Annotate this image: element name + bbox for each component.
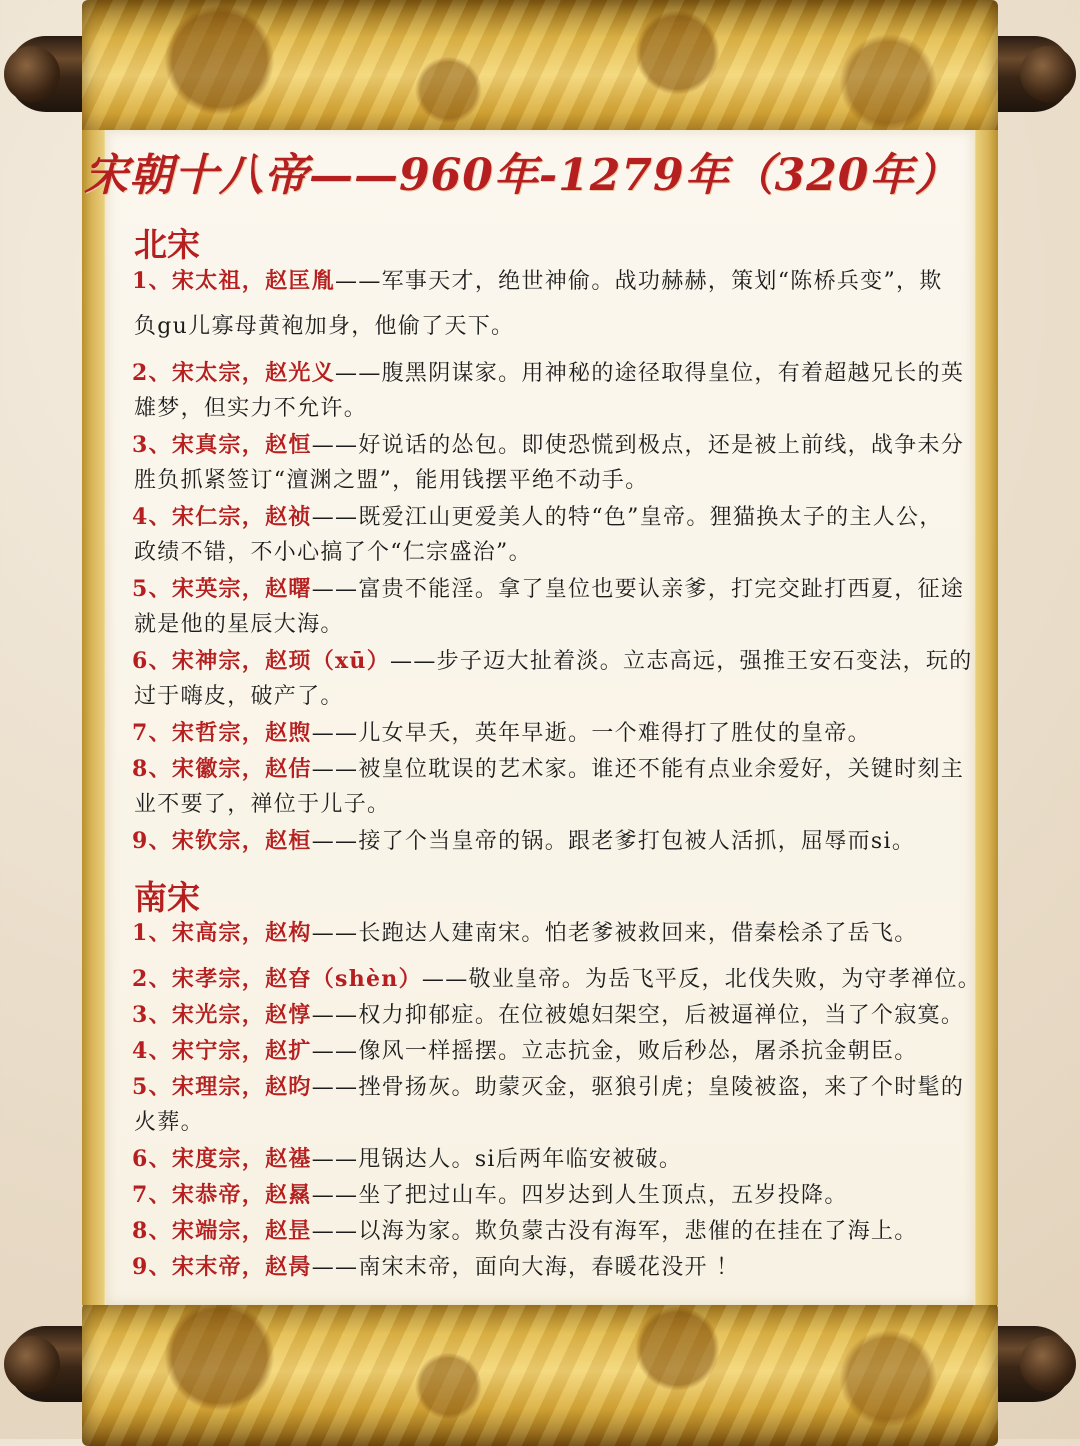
emperor-desc: ——接了个当皇帝的锅。跟老爹打包被人活抓，屈辱而si。 bbox=[311, 829, 916, 854]
emperor-name: 2、宋孝宗，赵昚（shèn） bbox=[132, 966, 422, 992]
section-heading-south: 南宋 bbox=[134, 878, 200, 917]
list-item bbox=[132, 826, 972, 857]
emperor-desc: ——以海为家。欺负蒙古没有海军，悲催的在挂在了海上。 bbox=[311, 1219, 918, 1244]
emperor-desc: ——长跑达人建南宋。怕老爹被救回来，借秦桧杀了岳飞。 bbox=[311, 921, 918, 946]
emperor-name: 3、宋真宗，赵恒 bbox=[132, 432, 312, 458]
emperor-name: 2、宋太宗，赵光义 bbox=[132, 360, 336, 386]
list-item bbox=[132, 1216, 972, 1247]
list-item bbox=[132, 1036, 972, 1067]
emperor-desc: ——甩锅达人。si后两年临安被破。 bbox=[311, 1147, 683, 1172]
list-item-continuation: 过于嗨皮，破产了。 bbox=[134, 684, 344, 709]
top-scroll-roll bbox=[82, 0, 998, 150]
list-item-continuation: 负gu儿寡母黄袍加身，他偷了天下。 bbox=[134, 314, 515, 339]
emperor-desc: ——腹黑阴谋家。用神秘的途径取得皇位，有着超越兄长的英 bbox=[335, 361, 965, 386]
emperor-name: 1、宋高宗，赵构 bbox=[132, 920, 312, 946]
list-item-continuation: 火葬。 bbox=[134, 1110, 204, 1135]
emperor-name: 1、宋太祖，赵匡胤 bbox=[132, 268, 336, 294]
emperor-desc: ——坐了把过山车。四岁达到人生顶点，五岁投降。 bbox=[311, 1183, 848, 1208]
emperor-desc: ——敬业皇帝。为岳飞平反，北伐失败，为守孝禅位。 bbox=[421, 967, 982, 992]
emperor-name: 3、宋光宗，赵惇 bbox=[132, 1002, 312, 1028]
list-item bbox=[132, 358, 972, 389]
rod-knob-icon bbox=[1020, 1336, 1076, 1392]
emperor-desc: ——好说话的怂包。即使恐慌到极点，还是被上前线，战争未分 bbox=[311, 433, 965, 458]
list-item bbox=[132, 1252, 972, 1283]
list-item-continuation: 业不要了，禅位于儿子。 bbox=[134, 792, 391, 817]
emperor-name: 6、宋度宗，赵禥 bbox=[132, 1146, 312, 1172]
list-item bbox=[132, 574, 972, 605]
emperor-name: 7、宋恭帝，赵㬎 bbox=[132, 1182, 312, 1208]
bottom-scroll-roll bbox=[82, 1296, 998, 1446]
emperor-desc: ——像风一样摇摆。立志抗金，败后秒怂，屠杀抗金朝臣。 bbox=[311, 1039, 918, 1064]
rod-knob-icon bbox=[4, 1336, 60, 1392]
emperor-desc: ——挫骨扬灰。助蒙灭金，驱狼引虎；皇陵被盗，来了个时髦的 bbox=[311, 1075, 965, 1100]
list-item bbox=[132, 754, 972, 785]
list-item bbox=[132, 964, 982, 995]
emperor-desc: ——步子迈大扯着淡。立志高远，强推王安石变法，玩的 bbox=[390, 649, 973, 674]
list-item bbox=[132, 918, 972, 949]
emperor-desc: ——既爱江山更爱美人的特“色”皇帝。狸猫换太子的主人公， bbox=[311, 505, 943, 530]
emperor-name: 4、宋仁宗，赵祯 bbox=[132, 504, 312, 530]
list-item-continuation: 雄梦，但实力不允许。 bbox=[134, 396, 368, 421]
emperor-name: 8、宋徽宗，赵佶 bbox=[132, 756, 312, 782]
list-item bbox=[132, 430, 972, 461]
emperor-name: 6、宋神宗，赵顼（xū） bbox=[132, 648, 391, 674]
emperor-name: 8、宋端宗，赵昰 bbox=[132, 1218, 312, 1244]
section-heading-north: 北宋 bbox=[134, 225, 200, 264]
page-title: 宋朝十八帝——960年-1279年（320年） bbox=[84, 150, 960, 201]
emperor-desc: ——富贵不能淫。拿了皇位也要认亲爹，打完交趾打西夏，征途 bbox=[311, 577, 965, 602]
emperor-desc: ——军事天才，绝世神偷。战功赫赫，策划“陈桥兵变”，欺 bbox=[335, 269, 943, 294]
emperor-desc: ——儿女早夭，英年早逝。一个难得打了胜仗的皇帝。 bbox=[311, 721, 871, 746]
list-item bbox=[132, 266, 972, 297]
list-item bbox=[132, 1144, 972, 1175]
emperor-name: 9、宋末帝，赵昺 bbox=[132, 1254, 312, 1280]
emperor-name: 5、宋理宗，赵昀 bbox=[132, 1074, 312, 1100]
emperor-desc: ——被皇位耽误的艺术家。谁还不能有点业余爱好，关键时刻主 bbox=[311, 757, 965, 782]
emperor-desc: ——南宋末帝，面向大海，春暖花没开 ！ bbox=[311, 1255, 740, 1280]
list-item bbox=[132, 502, 972, 533]
list-item-continuation: 政绩不错，不小心搞了个“仁宗盛治”。 bbox=[134, 540, 532, 565]
list-item bbox=[132, 646, 972, 677]
list-item bbox=[132, 1000, 972, 1031]
rod-knob-icon bbox=[1020, 46, 1076, 102]
emperor-name: 5、宋英宗，赵曙 bbox=[132, 576, 312, 602]
list-item-continuation: 胜负抓紧签订“澶渊之盟”，能用钱摆平绝不动手。 bbox=[134, 468, 649, 493]
list-item bbox=[132, 718, 972, 749]
emperor-name: 4、宋宁宗，赵扩 bbox=[132, 1038, 312, 1064]
emperor-name: 7、宋哲宗，赵煦 bbox=[132, 720, 312, 746]
list-item bbox=[132, 1072, 972, 1103]
list-item bbox=[132, 1180, 972, 1211]
emperor-name: 9、宋钦宗，赵桓 bbox=[132, 828, 312, 854]
emperor-desc: ——权力抑郁症。在位被媳妇架空，后被逼禅位，当了个寂寞。 bbox=[311, 1003, 965, 1028]
rod-knob-icon bbox=[4, 46, 60, 102]
list-item-continuation: 就是他的星辰大海。 bbox=[134, 612, 344, 637]
